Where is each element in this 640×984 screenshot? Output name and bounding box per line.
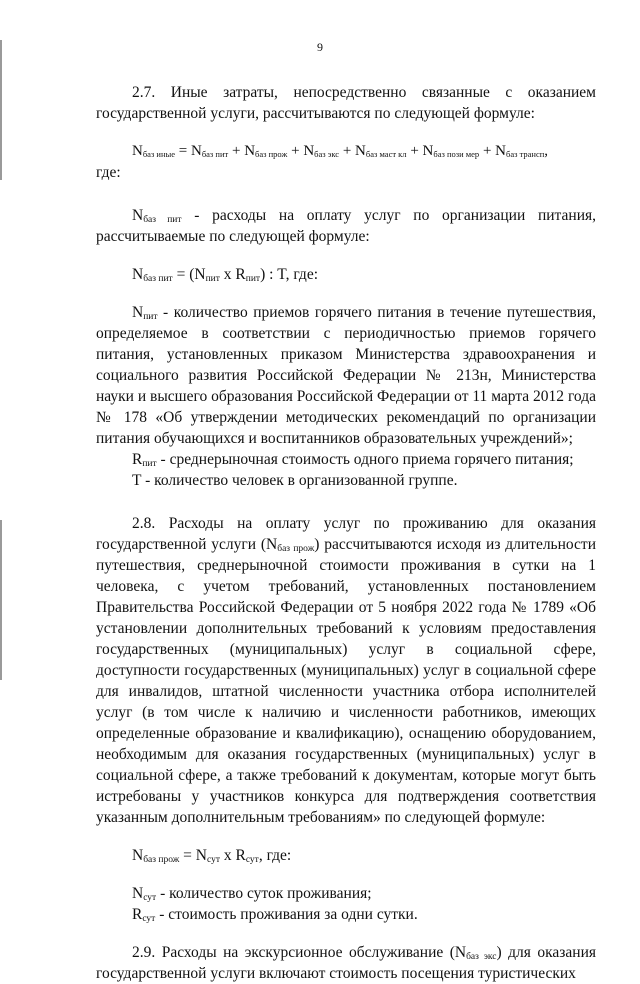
section-2-7-intro: 2.7. Иные затраты, непосредственно связанные с оказанием государственной услуги, рассчитываются по следующей формуле: [96, 84, 596, 122]
formula-term-symbol: N [422, 143, 434, 159]
formula-term-subscript: баз маст кл [365, 149, 407, 159]
formula-term-subscript: баз пит [201, 149, 229, 159]
formula-term-symbol: N [355, 143, 366, 159]
formula-term-symbol: N [190, 143, 202, 159]
formula-term-subscript: баз прож [255, 149, 288, 159]
where-label: где: [96, 164, 121, 181]
section-2-9-text: 2.9. Расходы на экскурсионное обслуживание $(N_{баз экс})$ для оказания государственной услуги включают стоимость посещения туристических [96, 944, 597, 982]
formula-term-operator: + [406, 143, 423, 159]
formula-term-symbol: N [244, 143, 256, 159]
formula-term-subscript: баз экс [314, 149, 340, 159]
formula-lodging-costs: $N_{баз прож} = N_{сут}$ x $R_{сут}$, где: [132, 847, 292, 865]
definition-night-price: $R_{сут}$ - стоимость проживания за одни сутки. [132, 906, 418, 924]
formula-other-costs: $N_{баз иные} = N_{баз пит} + N_{баз прож} + N_{баз экс} + N_{баз маст кл} + N_{баз пози мер} + N_{баз трансп}$, [132, 143, 549, 159]
section-2-8-text: 2.8. Расходы на оплату услуг по проживанию для оказания государственной услуги $(N_{баз прож})$ рассчитываются исходя из длительности путешествия, среднерыночной стоимости проживания в сутки на 1 человека, с учетом требований, установленных постановлением Правительства Российской Федерации от 5 ноября 2022 года № 1789 «Об установлении дополнительных требований к условиям предоставления государственных (муниципальных) услуг в социальной сфере, доступности государственных (муниципальных) услуг в социальной сфере для инвалидов, штатной численности участника отбора исполнителей услуг (в том числе к наличию и численности работников, имеющих определенные образование и квалификацию), оснащению оборудованием, необходимым для оказания государственных (муниципальных) услуг в социальной сфере, а также требований к документам, которые могут быть истребованы у участников конкурса для подтверждения соответствия указанным дополнительным требованиям» по следующей формуле: [96, 515, 597, 826]
definition-meal-price: $R_{пит}$ - среднерыночная стоимость одного приема горячего питания; [132, 451, 574, 469]
formula-term-operator: + [339, 143, 356, 159]
formula-term-symbol: N [303, 143, 315, 159]
scan-edge-bottom [0, 520, 2, 680]
formula-term-subscript: баз пози мер [433, 149, 480, 159]
formula-term-subscript: баз трансп [506, 149, 545, 159]
formula-term-operator: + [479, 143, 496, 159]
definition-group-size: T - количество человек в организованной группе. [132, 472, 458, 489]
formula-term-operator: + [228, 143, 245, 159]
scan-edge-top [0, 40, 2, 180]
definition-nights-count: $N_{сут}$ - количество суток проживания; [132, 885, 372, 903]
document-body [96, 82, 596, 984]
formula-food-costs: $N_{баз пит} = (N_{пит}$ x $R_{пит}$) : T, где: [132, 266, 319, 284]
definition-meal-count: $N_{пит}$ - количество приемов горячего питания в течение путешествия, определяемое в соответствии с периодичностью приемов горячего питания, установленных приказом Министерства здравоохранения и социального развития Российской Федерации № 213н, Министерства науки и высшего образования Российской Федерации от 11 марта 2012 года № 178 «Об утверждении методических рекомендаций по организации питания обучающихся и воспитанников образовательных учреждений»; [96, 304, 596, 447]
formula-term-symbol: N [495, 143, 506, 159]
formula-term-operator: = [175, 143, 191, 159]
formula-other-costs-terms [175, 143, 544, 159]
formula-term-operator: + [287, 143, 304, 159]
page-number: 9 [317, 40, 323, 54]
definition-food-costs: $N_{баз пит}$ - расходы на оплату услуг по организации питания, рассчитываемые по следующей формуле: [96, 207, 596, 245]
